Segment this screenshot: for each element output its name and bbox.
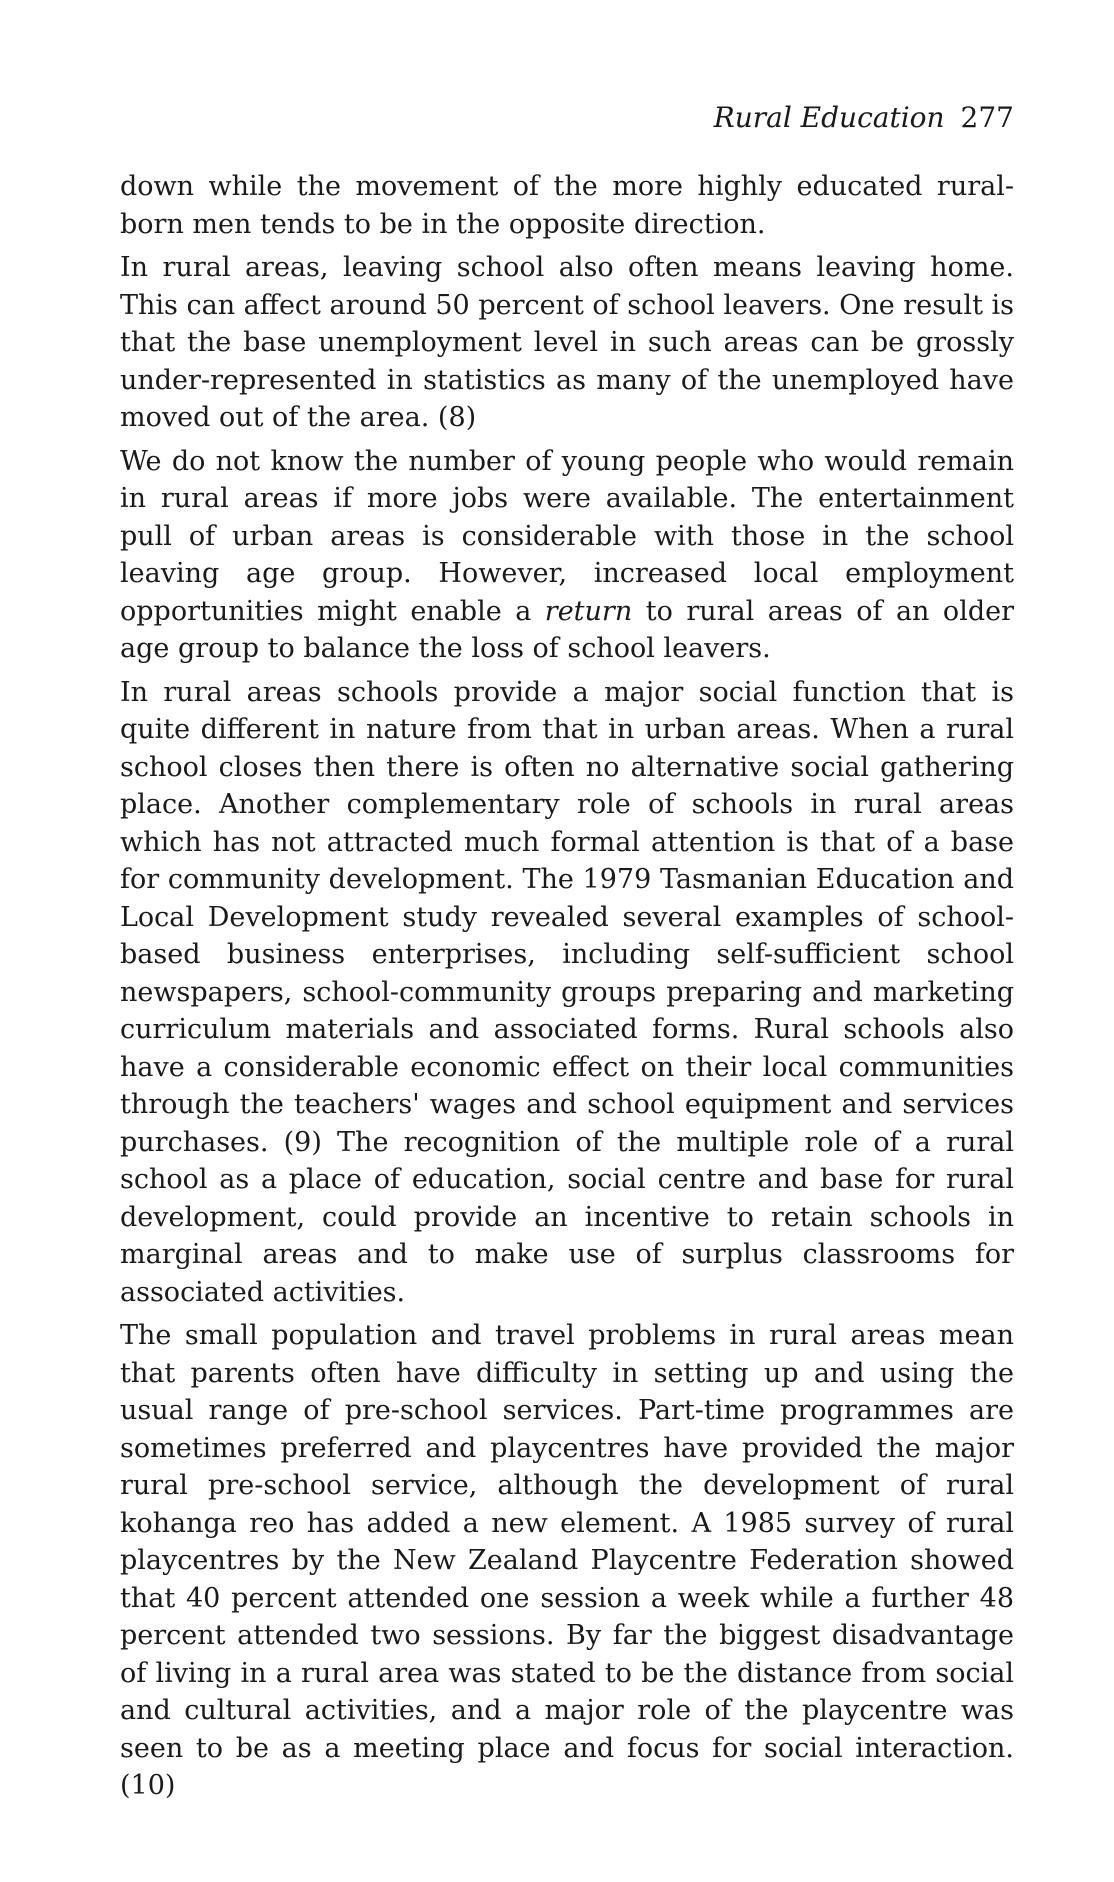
paragraph-continuation: down while the movement of the more highly educated rural-born men tends to be in the opposite direction. (120, 171, 1014, 240)
paragraph-pre-school: The small population and travel problems in rural areas mean that parents often have difficulty in setting up and using the usual range of pre-school services. Part-time programmes are sometimes preferred and playcentres have provided the major rural pre-school service, although the development of rural kohanga reo has added a new element. A 1985 survey of rural playcentres by the New Zealand Playcentre Federation showed that 40 percent attended one session a week while a further 48 percent attended two sessions. By far the biggest disadvantage of living in a rural area was stated to be the distance from social and cultural activities, and a major role of the playcentre was seen to be as a meeting place and focus for social interaction. (10) (120, 1320, 1014, 1801)
emphasis-return: return (544, 595, 633, 627)
paragraph-social-function: In rural areas schools provide a major social function that is quite different in nature from that in urban areas. When a rural school closes then there is often no alternative social gathering place. Another complementary role of schools in rural areas which has not attracted much formal attention is that of a base for community development. The 1979 Tasmanian Education and Local Development study revealed several examples of school-based business enterprises, including self-sufficient school newspapers, school-community groups preparing and marketing curriculum materials and associated forms. Rural schools also have a considerable economic effect on their local communities through the teachers' wages and school equipment and services purchases. (9) The recognition of the multiple role of a rural school as a place of education, social centre and base for rural development, could provide an incentive to retain schools in marginal areas and to make use of surplus classrooms for associated activities. (120, 676, 1014, 1308)
body-text (120, 168, 1014, 1805)
paragraph-leaving-home: In rural areas, leaving school also often means leaving home. This can affect around 50 percent of school leavers. One result is that the base unemployment level in such areas can be grossly under-represented in statistics as many of the unemployed have moved out of the area. (8) (120, 252, 1014, 433)
page-number: 277 (960, 101, 1014, 134)
paragraph-text: to rural areas of an older age group to balance the loss of school leavers. (120, 595, 1014, 664)
running-title: Rural Education (713, 101, 945, 134)
paragraph-young-people (120, 443, 1014, 668)
running-header (120, 100, 1014, 136)
paragraph-text: We do not know the number of young people who would remain in rural areas if more jobs were available. The entertainment pull of urban areas is considerable with those in the school leaving age group. However, increased local employment opportunities might enable a (120, 445, 1014, 627)
